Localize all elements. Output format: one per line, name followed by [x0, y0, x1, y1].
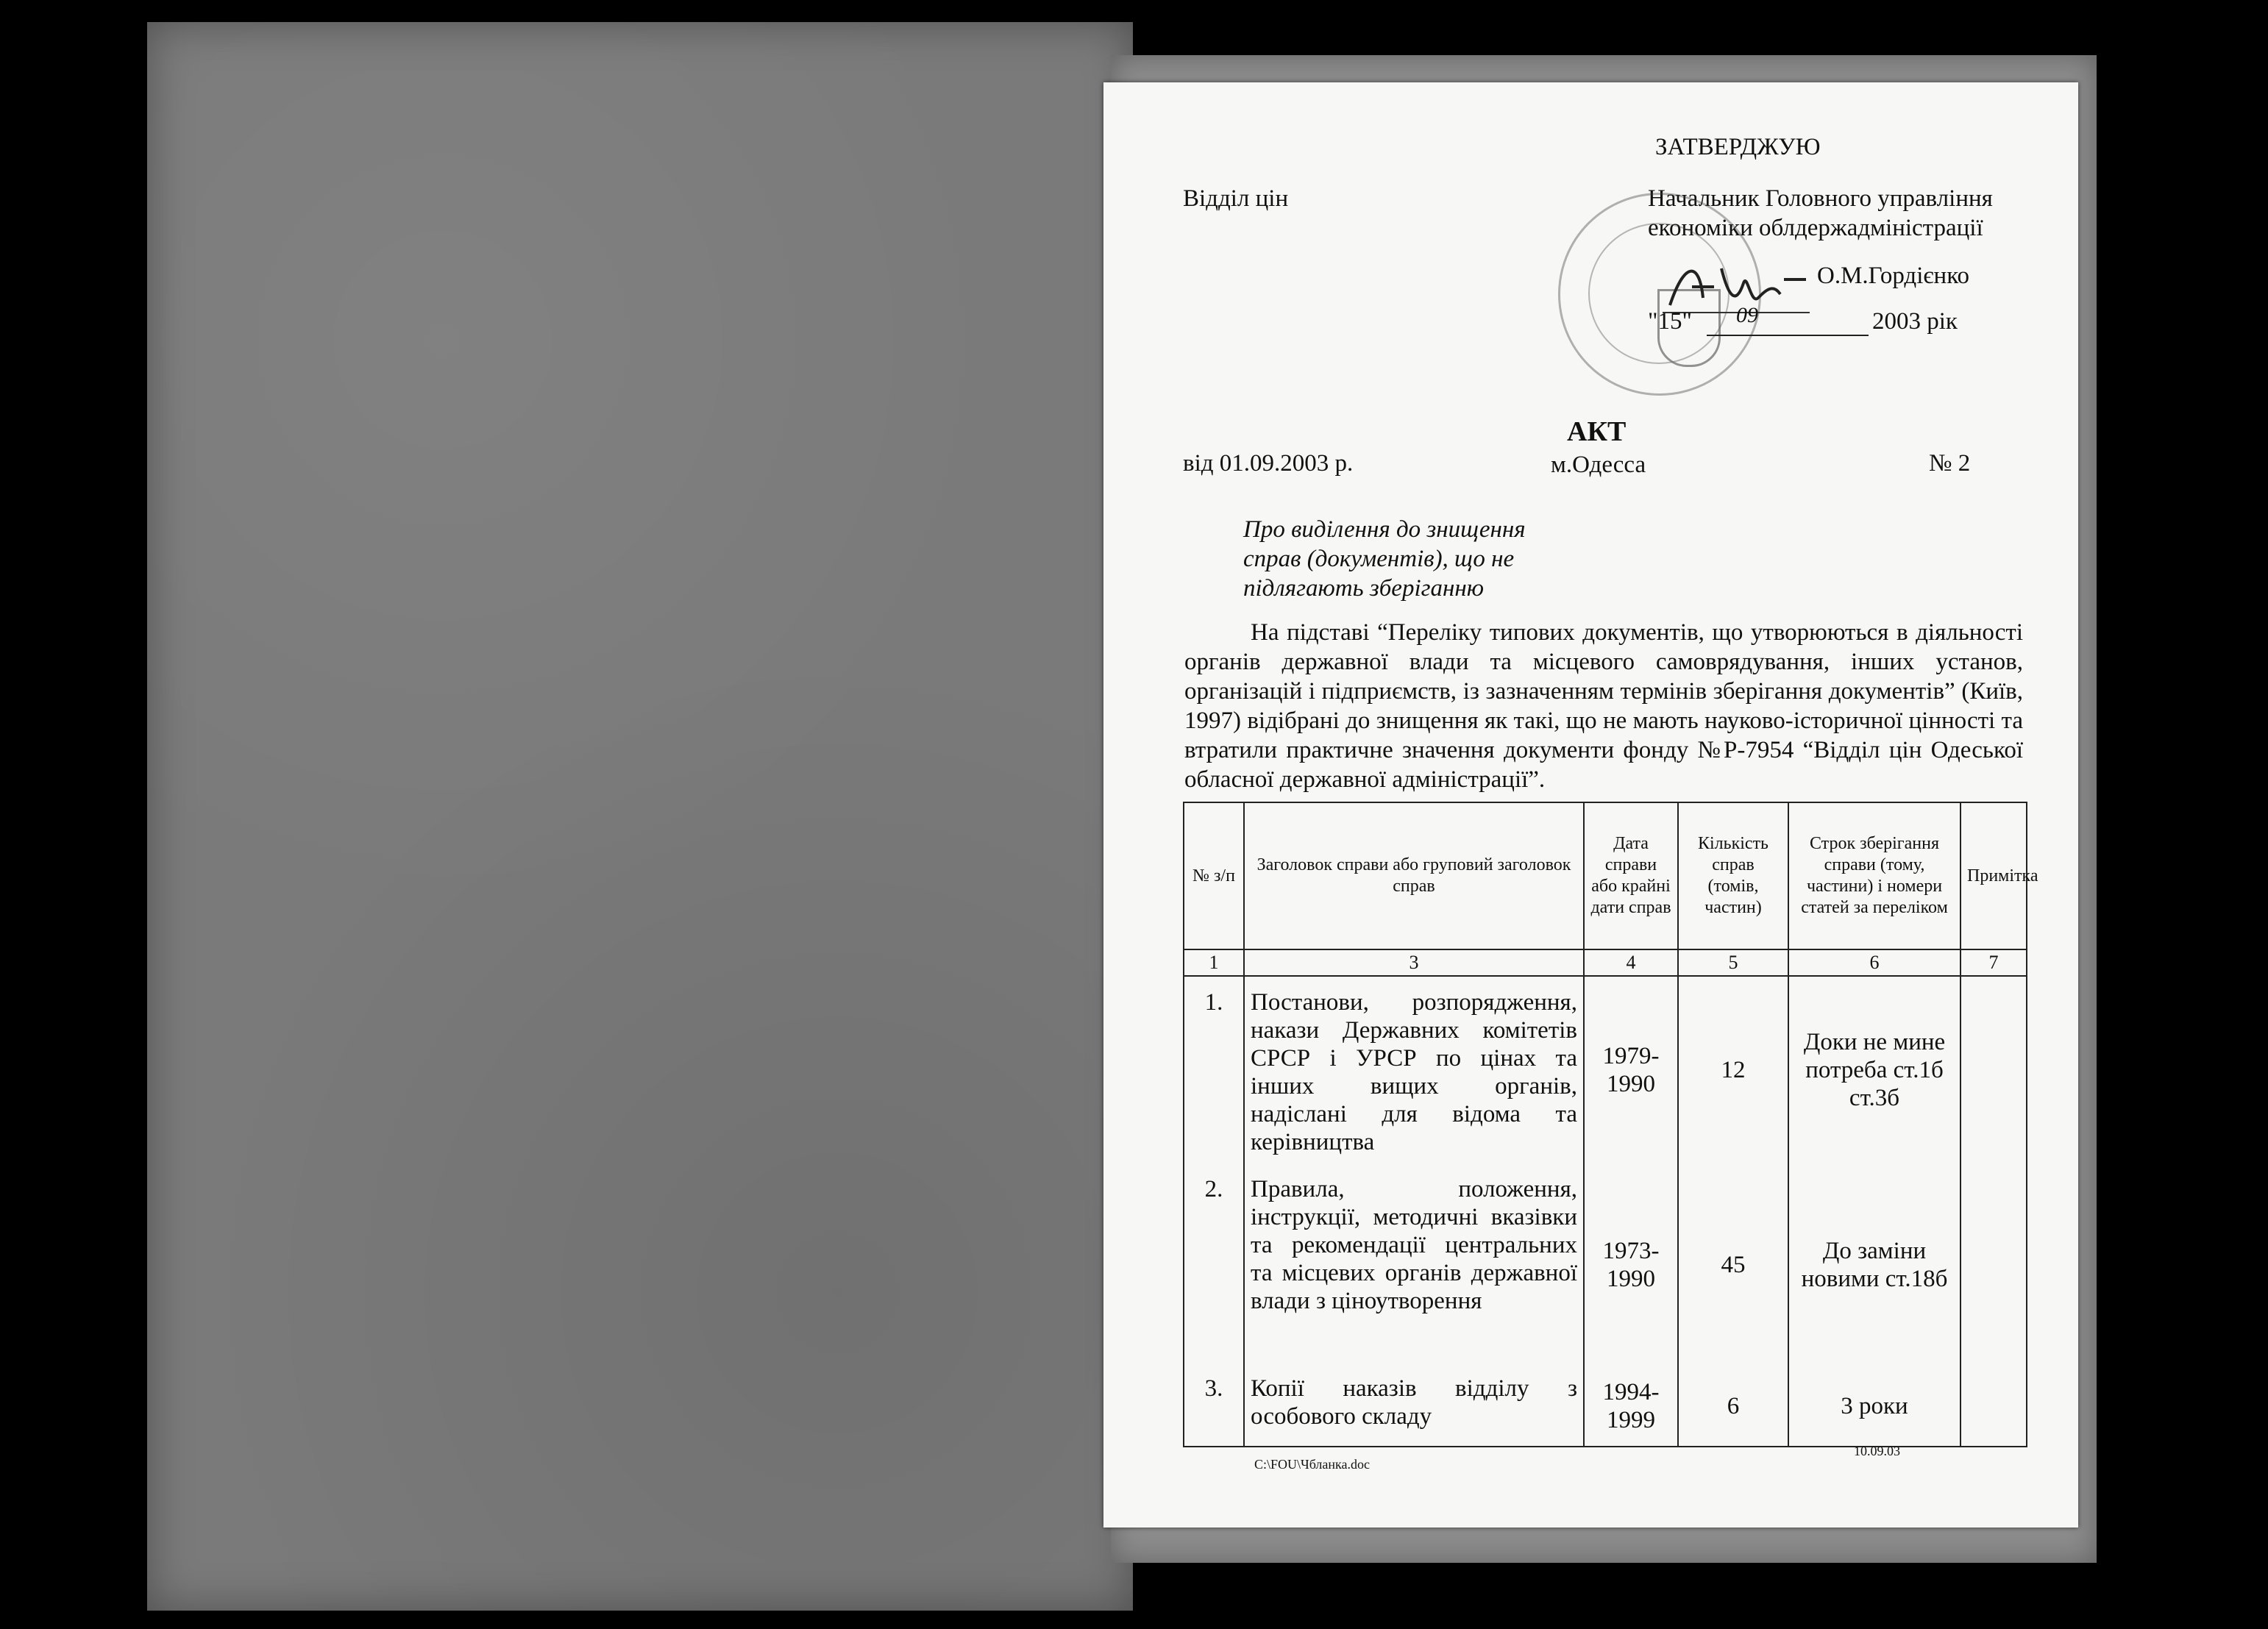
col-header-count: Кількість справ (томів, частин) — [1678, 802, 1788, 949]
row-count: 12 — [1678, 976, 1788, 1163]
folder-cover — [147, 22, 1133, 1611]
col-number-1: 1 — [1184, 949, 1244, 976]
date-year: 2003 рік — [1872, 308, 1958, 335]
row-title: Правила, положення, інструкції, методичні вказівки та рекомендації центральних та місцевих органів державної влади з ціноутворення — [1244, 1163, 1584, 1366]
row-count: 45 — [1678, 1163, 1788, 1366]
row-dates: 1994-1999 — [1584, 1366, 1678, 1447]
row-number: 3. — [1184, 1366, 1244, 1447]
col-number-5: 5 — [1678, 949, 1788, 976]
row-number: 2. — [1184, 1163, 1244, 1366]
table-row — [1184, 976, 2027, 1163]
col-number-4: 4 — [1584, 949, 1678, 976]
position-line2: економіки облдержадміністрації — [1648, 215, 1983, 241]
col-header-number: № з/п — [1184, 802, 1244, 949]
row-storage: До заміни новими ст.18б — [1788, 1163, 1960, 1366]
col-header-dates: Дата справи або крайні дати справ — [1584, 802, 1678, 949]
approve-label: ЗАТВЕРДЖУЮ — [1655, 134, 1821, 160]
row-storage: 3 роки — [1788, 1366, 1960, 1447]
act-date: від 01.09.2003 р. — [1183, 450, 1354, 477]
footer-date: 10.09.03 — [1854, 1444, 1900, 1458]
row-note — [1960, 1163, 2027, 1366]
row-storage: Доки не мине потреба ст.1б ст.3б — [1788, 976, 1960, 1163]
table-header-row — [1184, 802, 2027, 949]
subject-line3: підлягають зберіганню — [1243, 575, 1485, 602]
row-dates: 1979-1990 — [1584, 976, 1678, 1163]
row-count: 6 — [1678, 1366, 1788, 1447]
row-dates: 1973-1990 — [1584, 1163, 1678, 1366]
act-body: На підставі “Переліку типових документів, що утворюються в діяльності органів державної влади та місцевого самоврядування, інших установ, організацій і підприємств, із зазначенням термінів зберігання документів” (Київ, 1997) відібрані до знищення як такі, що не мають науково-історичної цінності та втратили практичне значення документи фонду №Р-7954 “Відділ цін Одеської обласної державної адміністрації”. — [1184, 619, 2023, 793]
row-note — [1960, 1366, 2027, 1447]
col-header-note: Примітка — [1960, 802, 2027, 949]
table-row — [1184, 1366, 2027, 1447]
date-month: 09 — [1736, 303, 1758, 327]
column-numbers-row — [1184, 949, 2027, 976]
col-number-7: 7 — [1960, 949, 2027, 976]
col-number-3: 3 — [1244, 949, 1584, 976]
act-title: АКТ — [1567, 416, 1627, 447]
act-number: № 2 — [1929, 450, 1971, 477]
act-city: м.Одесса — [1551, 452, 1646, 478]
footer-file-path: C:\FOU\Чбланка.doc — [1254, 1457, 1370, 1472]
department-label: Відділ цін — [1183, 185, 1289, 212]
row-title: Копії наказів відділу з особового складу — [1244, 1366, 1584, 1447]
date-underline — [1707, 335, 1869, 336]
subject-line1: Про виділення до знищення — [1243, 516, 1526, 543]
signature-name: О.М.Гордієнко — [1817, 263, 1970, 289]
table-row — [1184, 1163, 2027, 1366]
subject-line2: справ (документів), що не — [1243, 546, 1515, 572]
col-header-title: Заголовок справи або груповий заголовок справ — [1244, 802, 1584, 949]
acts-table — [1183, 802, 2038, 1447]
position-line1: Начальник Головного управління — [1648, 185, 1993, 212]
date-day: "15" — [1648, 308, 1692, 335]
col-header-storage: Строк зберігання справи (тому, частини) і номери статей за переліком — [1788, 802, 1960, 949]
row-number: 1. — [1184, 976, 1244, 1163]
col-number-6: 6 — [1788, 949, 1960, 976]
row-title: Постанови, розпорядження, накази Державних комітетів СРСР і УРСР по цінах та інших вищих органів, надіслані для відома та керівництва — [1244, 976, 1584, 1163]
row-note — [1960, 976, 2027, 1163]
